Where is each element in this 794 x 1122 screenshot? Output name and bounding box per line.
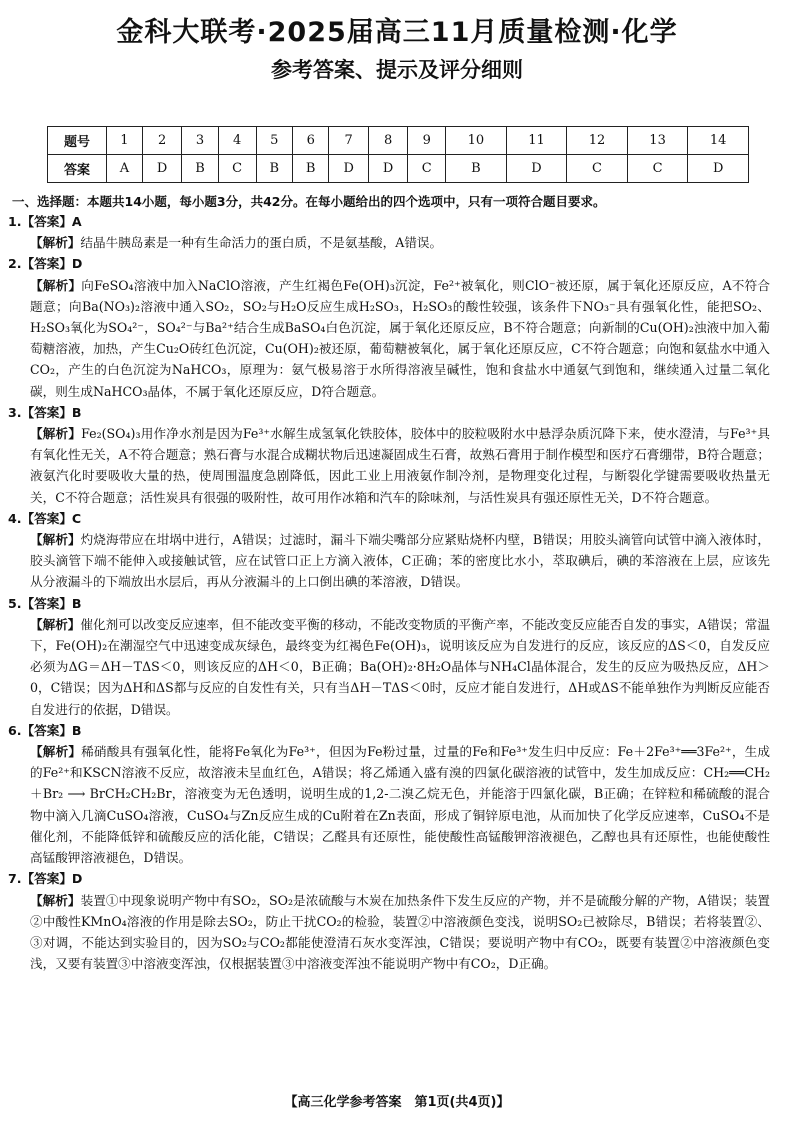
table-cell: 11 [506, 127, 567, 155]
table-cell: 7 [329, 127, 368, 155]
table-cell: 9 [408, 127, 446, 155]
table-cell: 6 [292, 127, 328, 155]
page-footer: 【高三化学参考答案 第1页(共4页)】 [284, 1095, 510, 1110]
explanation-tag: 【解析】 [30, 235, 81, 251]
table-cell: B [446, 155, 507, 183]
question-block [8, 253, 770, 401]
answer-table [47, 126, 749, 183]
explanation-text [30, 232, 770, 253]
table-cell: C [408, 155, 446, 183]
explanation-body: Fe₂(SO₄)₃用作净水剂是因为Fe³⁺水解生成氢氧化铁胶体，胶体中的胶粒吸附水中悬浮杂质沉降下来，使水澄清，与Fe³⁺具有氧化性无关，A不符合题意；熟石膏与水混合成糊状物后迅速凝固成生石膏，故熟石膏用于制作模型和医疗石膏绷带，B符合题意；液氨汽化时要吸收大量的热，使周围温度急剧降低，因此工业上用液氨作制冷剂，是物理变化过程，与断裂化学键需要吸收热量无关，C不符合题意；活性炭具有很强的吸附性，故可用作冰箱和汽车的除味剂，与活性炭具有强还原性无关，D不符合题意。 [30, 426, 771, 505]
section-heading: 一、选择题：本题共14小题，每小题3分，共42分。在每小题给出的四个选项中，只有一项符合题目要求。 [12, 194, 606, 209]
explanation-tag: 【解析】 [30, 744, 82, 760]
question-block [8, 868, 770, 974]
table-cell: 13 [627, 127, 688, 155]
explanation-body: 灼烧海带应在坩埚中进行，A错误；过滤时，漏斗下端尖嘴部分应紧贴烧杯内壁，B错误；用胶头滴管向试管中滴入液体时，胶头滴管下端不能伸入或接触试管，应在试管口正上方滴入液体，C正确；苯的密度比水小，萃取碘后，碘的苯溶液在上层，应该先从分液漏斗的下端放出水层后，再从分液漏斗的上口倒出碘的苯溶液，D错误。 [30, 532, 770, 590]
page-title: 金科大联考·2025届高三11月质量检测·化学 [116, 17, 678, 48]
table-cell: B [292, 155, 328, 183]
table-cell: 12 [567, 127, 628, 155]
table-cell: 10 [446, 127, 507, 155]
explanation-tag: 【解析】 [30, 616, 81, 632]
table-cell: 5 [256, 127, 292, 155]
answer-heading: 7.【答案】D [8, 871, 83, 887]
explanation-tag: 【解析】 [30, 532, 81, 548]
table-cell: D [329, 155, 368, 183]
table-cell: D [368, 155, 407, 183]
table-cell: 14 [688, 127, 749, 155]
table-cell: 4 [218, 127, 256, 155]
table-cell: 2 [142, 127, 181, 155]
table-cell: C [567, 155, 628, 183]
table-cell: C [218, 155, 256, 183]
table-cell: B [182, 155, 218, 183]
question-block [8, 402, 771, 508]
explanation-body: 催化剂可以改变反应速率，但不能改变平衡的移动，不能改变物质的平衡产率，不能改变反应能否自发的事实，A错误；常温下，Fe(OH)₂在潮湿空气中迅速变成灰绿色，最终变为红褐色Fe(OH)₃，说明该反应为自发进行的反应，该反应的ΔS＜0，自发反应必须为ΔG＝ΔH－TΔS＜0，则该反应的ΔH＜0，B正确；Ba(OH)₂·8H₂O晶体与NH₄Cl晶体混合，发生的反应为吸热反应，ΔH＞0，C错误；因为ΔH和ΔS都与反应的自发性有关，只有当ΔH－TΔS＜0时，反应才能自发进行，ΔH或ΔS不能单独作为判断反应能否自发进行的依据，D错误。 [30, 616, 770, 717]
answer-heading: 3.【答案】B [8, 404, 82, 420]
explanations [8, 211, 771, 974]
answer-heading: 5.【答案】B [8, 595, 82, 611]
answer-heading: 6.【答案】B [8, 722, 82, 738]
answer-heading: 4.【答案】C [8, 510, 82, 526]
explanation-text [30, 529, 770, 593]
explanation-body: 结晶牛胰岛素是一种有生命活力的蛋白质，不是氨基酸，A错误。 [80, 235, 443, 251]
explanation-text [30, 614, 770, 720]
question-block [8, 593, 770, 720]
table-cell: B [256, 155, 292, 183]
page-subtitle: 参考答案、提示及评分细则 [271, 58, 523, 82]
explanation-tag: 【解析】 [30, 892, 81, 908]
table-cell: 8 [368, 127, 407, 155]
answer-heading: 2.【答案】D [8, 256, 83, 272]
explanation-text [30, 423, 770, 508]
explanation-body: 装置①中现象说明产物中有SO₂，SO₂是浓硫酸与木炭在加热条件下发生反应的产物，并不是硫酸分解的产物，A错误；装置②中酸性KMnO₄溶液的作用是除去SO₂，防止干扰CO₂的检验，装置②中溶液颜色变浅，说明SO₂已被除尽，B错误；若将装置②、③对调，不能达到实验目的，因为SO₂与CO₂都能使澄清石灰水变浑浊，C错误；要说明产物中有CO₂，既要有装置②中溶液颜色变浅，又要有装置③中溶液变浑浊，仅根据装置③中溶液变浑浊不能说明产物中有CO₂，D正确。 [30, 892, 770, 972]
table-cell: D [688, 155, 749, 183]
table-cell: C [627, 155, 688, 183]
explanation-body: 向FeSO₄溶液中加入NaClO溶液，产生红褐色Fe(OH)₃沉淀，Fe²⁺被氧化，则ClO⁻被还原，属于氧化还原反应，A不符合题意；向Ba(NO₃)₂溶液中通入SO₂，SO₂与H₂O反应生成H₂SO₃，H₂SO₃的酸性较强，该条件下NO₃⁻具有强氧化性，能把SO₂、H₂SO₃氧化为SO₄²⁻，SO₄²⁻与Ba²⁺结合生成BaSO₄白色沉淀，属于氧化还原反应，B不符合题意；向新制的Cu(OH)₂浊液中加入葡萄糖溶液，加热，产生Cu₂O砖红色沉淀，Cu(OH)₂被还原，葡萄糖被氧化，属于氧化还原反应，C不符合题意；向饱和氨盐水中通入CO₂，产生的白色沉淀为NaHCO₃，原理为：氨气极易溶于水所得溶液呈碱性，饱和食盐水中通氨气到饱和，继续通入过量二氧化碳，则生成NaHCO₃晶体，不属于氧化还原反应，D符合题意。 [30, 277, 770, 399]
explanation-text [30, 275, 770, 402]
answer-heading: 1.【答案】A [8, 214, 82, 229]
question-block [8, 508, 770, 593]
explanation-body: 稀硝酸具有强氧化性，能将Fe氧化为Fe³⁺，但因为Fe粉过量，过量的Fe和Fe³⁺发生归中反应：Fe＋2Fe³⁺══3Fe²⁺，生成的Fe²⁺和KSCN溶液不反应，故溶液未呈血红色，A错误；将乙烯通入盛有溴的四氯化碳溶液的试管中，发生加成反应：CH₂══CH₂＋Br₂ ⟶ BrCH₂CH₂Br，溶液变为无色透明，说明生成的1,2-二溴乙烷无色，并能溶于四氯化碳，B正确；在锌粒和稀硫酸的混合物中滴入几滴CuSO₄溶液，CuSO₄与Zn反应生成的Cu附着在Zn表面，形成了铜锌原电池，从而加快了化学反应速率，CuSO₄不是催化剂，不能降低锌和硫酸反应的活化能，C错误；乙醛具有还原性，能使酸性高锰酸钾溶液褪色，乙醇也具有还原性，也能使酸性高锰酸钾溶液褪色，D错误。 [30, 744, 770, 866]
question-block [8, 211, 770, 253]
explanation-text [30, 741, 770, 868]
table-cell: D [506, 155, 567, 183]
question-block [8, 720, 770, 868]
table-cell: A [107, 155, 143, 183]
table-cell: 1 [107, 127, 143, 155]
explanation-tag: 【解析】 [30, 277, 82, 293]
answer-row [48, 155, 749, 183]
table-cell: D [142, 155, 181, 183]
row-label: 题号 [48, 127, 107, 155]
row-label: 答案 [48, 155, 107, 183]
table-cell: 3 [182, 127, 218, 155]
explanation-text [30, 890, 770, 975]
question-number-row [48, 127, 749, 155]
explanation-tag: 【解析】 [30, 426, 82, 442]
